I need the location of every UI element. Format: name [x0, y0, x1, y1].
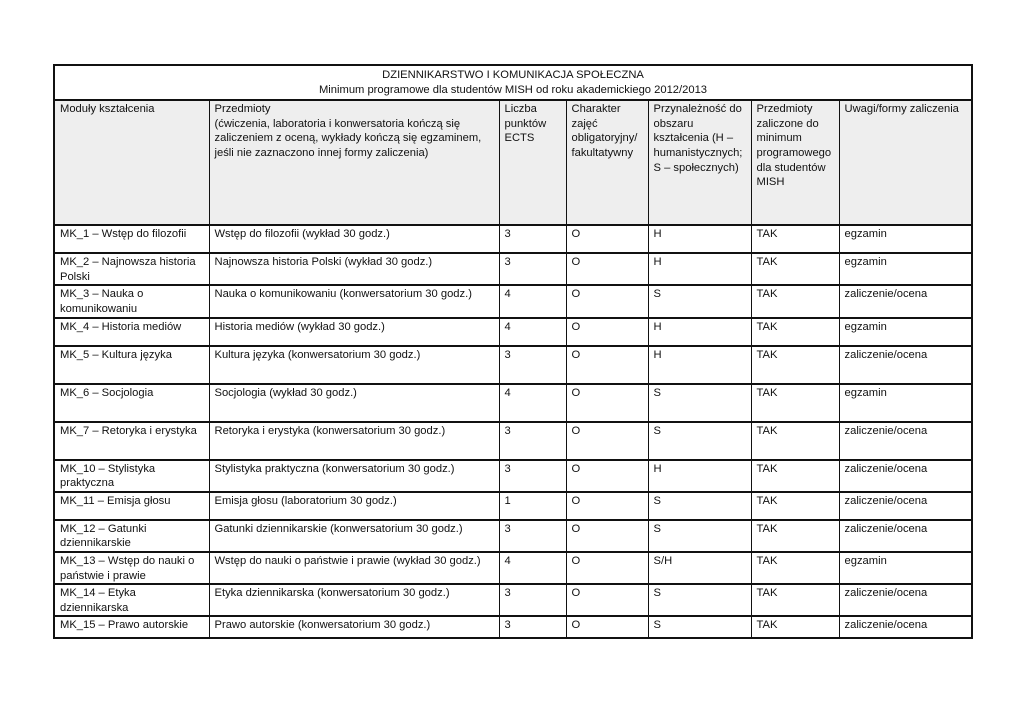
cell-area: H: [648, 225, 751, 253]
title-line-1: DZIENNIKARSTWO I KOMUNIKACJA SPOŁECZNA: [382, 69, 644, 81]
cell-minimum: TAK: [751, 584, 839, 616]
cell-character: O: [566, 384, 648, 422]
cell-notes: zaliczenie/ocena: [839, 584, 972, 616]
header-modules: Moduły kształcenia: [54, 100, 209, 225]
cell-notes: zaliczenie/ocena: [839, 460, 972, 492]
table-row: [54, 318, 972, 346]
table-row: [54, 253, 972, 285]
cell-subject: Nauka o komunikowaniu (konwersatorium 30 godz.): [209, 285, 499, 317]
cell-subject: Gatunki dziennikarskie (konwersatorium 30 godz.): [209, 520, 499, 552]
cell-character: O: [566, 225, 648, 253]
cell-notes: zaliczenie/ocena: [839, 346, 972, 384]
cell-character: O: [566, 616, 648, 638]
cell-module: MK_7 – Retoryka i erystyka: [54, 422, 209, 460]
table-title: [54, 65, 972, 100]
cell-area: H: [648, 253, 751, 285]
cell-module: MK_10 – Stylistyka praktyczna: [54, 460, 209, 492]
cell-area: S: [648, 492, 751, 520]
table-header-row: [54, 100, 972, 225]
document-page: [53, 64, 971, 639]
cell-notes: zaliczenie/ocena: [839, 422, 972, 460]
table-title-row: [54, 65, 972, 100]
cell-notes: zaliczenie/ocena: [839, 616, 972, 638]
cell-ects: 3: [499, 616, 566, 638]
cell-subject: Kultura języka (konwersatorium 30 godz.): [209, 346, 499, 384]
header-notes: Uwagi/formy zaliczenia: [839, 100, 972, 225]
cell-area: S/H: [648, 552, 751, 584]
cell-subject: Emisja głosu (laboratorium 30 godz.): [209, 492, 499, 520]
header-minimum: Przedmioty zaliczone do minimum programowego dla studentów MISH: [751, 100, 839, 225]
cell-minimum: TAK: [751, 492, 839, 520]
cell-character: O: [566, 460, 648, 492]
cell-notes: egzamin: [839, 384, 972, 422]
title-line-2: Minimum programowe dla studentów MISH od roku akademickiego 2012/2013: [318, 83, 708, 96]
cell-module: MK_2 – Najnowsza historia Polski: [54, 253, 209, 285]
cell-area: H: [648, 346, 751, 384]
cell-character: O: [566, 285, 648, 317]
cell-character: O: [566, 584, 648, 616]
cell-ects: 4: [499, 552, 566, 584]
cell-module: MK_3 – Nauka o komunikowaniu: [54, 285, 209, 317]
cell-area: S: [648, 520, 751, 552]
cell-ects: 3: [499, 520, 566, 552]
cell-subject: Wstęp do filozofii (wykład 30 godz.): [209, 225, 499, 253]
header-character: Charakter zajęć obligatoryjny/ fakultatywny: [566, 100, 648, 225]
cell-notes: egzamin: [839, 253, 972, 285]
cell-character: O: [566, 346, 648, 384]
table-row: [54, 520, 972, 552]
cell-ects: 3: [499, 225, 566, 253]
cell-area: S: [648, 616, 751, 638]
cell-subject: Historia mediów (wykład 30 godz.): [209, 318, 499, 346]
cell-module: MK_4 – Historia mediów: [54, 318, 209, 346]
table-row: [54, 492, 972, 520]
cell-area: S: [648, 285, 751, 317]
cell-module: MK_6 – Socjologia: [54, 384, 209, 422]
cell-minimum: TAK: [751, 384, 839, 422]
cell-subject: Socjologia (wykład 30 godz.): [209, 384, 499, 422]
table-row: [54, 225, 972, 253]
cell-minimum: TAK: [751, 460, 839, 492]
table-row: [54, 384, 972, 422]
table-row: [54, 422, 972, 460]
cell-ects: 4: [499, 285, 566, 317]
table-row: [54, 346, 972, 384]
cell-module: MK_14 – Etyka dziennikarska: [54, 584, 209, 616]
cell-area: S: [648, 584, 751, 616]
cell-notes: egzamin: [839, 225, 972, 253]
cell-module: MK_5 – Kultura języka: [54, 346, 209, 384]
cell-character: O: [566, 253, 648, 285]
cell-minimum: TAK: [751, 616, 839, 638]
cell-module: MK_12 – Gatunki dziennikarskie: [54, 520, 209, 552]
table-row: [54, 584, 972, 616]
cell-ects: 3: [499, 460, 566, 492]
cell-ects: 3: [499, 584, 566, 616]
cell-ects: 1: [499, 492, 566, 520]
cell-area: H: [648, 460, 751, 492]
cell-subject: Najnowsza historia Polski (wykład 30 godz.): [209, 253, 499, 285]
header-area: Przynależność do obszaru kształcenia (H – humanistycznych; S – społecznych): [648, 100, 751, 225]
cell-subject: Prawo autorskie (konwersatorium 30 godz.): [209, 616, 499, 638]
cell-minimum: TAK: [751, 422, 839, 460]
cell-notes: zaliczenie/ocena: [839, 492, 972, 520]
cell-notes: egzamin: [839, 552, 972, 584]
header-ects: Liczba punktów ECTS: [499, 100, 566, 225]
cell-area: H: [648, 318, 751, 346]
cell-module: MK_11 – Emisja głosu: [54, 492, 209, 520]
table-row: [54, 616, 972, 638]
cell-character: O: [566, 318, 648, 346]
cell-ects: 4: [499, 384, 566, 422]
cell-subject: Retoryka i erystyka (konwersatorium 30 godz.): [209, 422, 499, 460]
table-row: [54, 552, 972, 584]
cell-character: O: [566, 520, 648, 552]
cell-subject: Wstęp do nauki o państwie i prawie (wykład 30 godz.): [209, 552, 499, 584]
cell-character: O: [566, 552, 648, 584]
table-row: [54, 285, 972, 317]
table-row: [54, 460, 972, 492]
cell-notes: zaliczenie/ocena: [839, 285, 972, 317]
cell-character: O: [566, 422, 648, 460]
cell-minimum: TAK: [751, 552, 839, 584]
cell-minimum: TAK: [751, 346, 839, 384]
header-subjects: Przedmioty (ćwiczenia, laboratoria i konwersatoria kończą się zaliczeniem z oceną, wykłady kończą się egzaminem, jeśli nie zaznaczono innej formy zaliczenia): [209, 100, 499, 225]
curriculum-table: [53, 64, 973, 639]
cell-module: MK_1 – Wstęp do filozofii: [54, 225, 209, 253]
cell-character: O: [566, 492, 648, 520]
cell-minimum: TAK: [751, 520, 839, 552]
cell-module: MK_13 – Wstęp do nauki o państwie i prawie: [54, 552, 209, 584]
cell-subject: Etyka dziennikarska (konwersatorium 30 godz.): [209, 584, 499, 616]
cell-ects: 3: [499, 422, 566, 460]
cell-module: MK_15 – Prawo autorskie: [54, 616, 209, 638]
cell-minimum: TAK: [751, 318, 839, 346]
cell-area: S: [648, 384, 751, 422]
cell-ects: 3: [499, 346, 566, 384]
cell-ects: 3: [499, 253, 566, 285]
cell-minimum: TAK: [751, 253, 839, 285]
cell-subject: Stylistyka praktyczna (konwersatorium 30 godz.): [209, 460, 499, 492]
cell-minimum: TAK: [751, 285, 839, 317]
cell-notes: egzamin: [839, 318, 972, 346]
cell-notes: zaliczenie/ocena: [839, 520, 972, 552]
cell-ects: 4: [499, 318, 566, 346]
cell-minimum: TAK: [751, 225, 839, 253]
cell-area: S: [648, 422, 751, 460]
